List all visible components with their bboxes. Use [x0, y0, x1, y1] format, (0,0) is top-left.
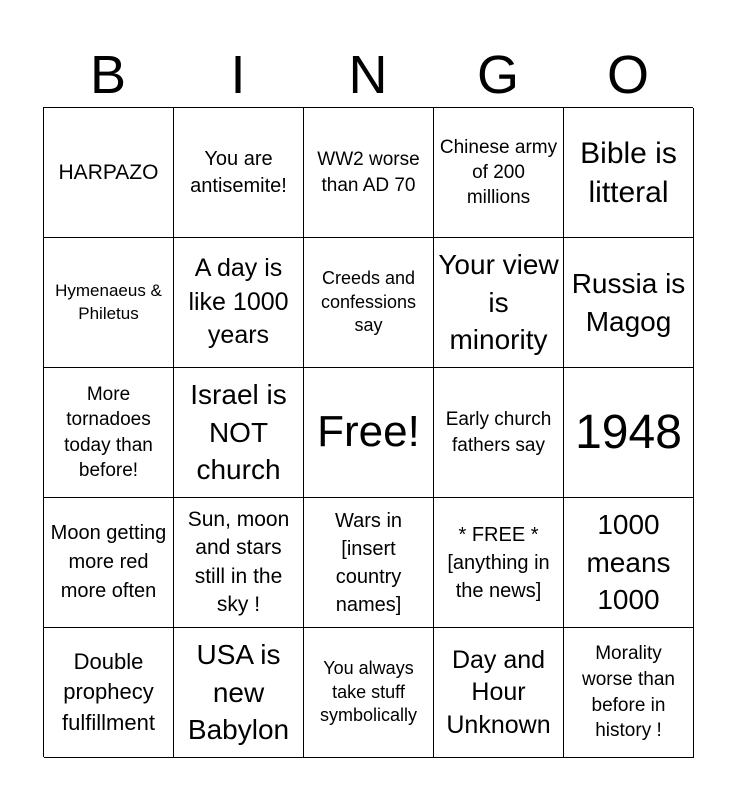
free-space-cell[interactable]: Free!: [304, 368, 434, 498]
bingo-cell[interactable]: Hymenaeus & Philetus: [44, 238, 174, 368]
bingo-cell[interactable]: USA is new Babylon: [174, 628, 304, 758]
bingo-cell[interactable]: Israel is NOT church: [174, 368, 304, 498]
header-letter-b: B: [89, 45, 127, 105]
bingo-cell[interactable]: Bible is litteral: [564, 108, 694, 238]
bingo-cell[interactable]: You are antisemite!: [174, 108, 304, 238]
bingo-cell[interactable]: A day is like 1000 years: [174, 238, 304, 368]
bingo-cell[interactable]: HARPAZO: [44, 108, 174, 238]
bingo-cell[interactable]: Morality worse than before in history !: [564, 628, 694, 758]
header-letter-g: G: [476, 45, 519, 105]
bingo-cell[interactable]: Moon getting more red more often: [44, 498, 174, 628]
bingo-cell[interactable]: Russia is Magog: [564, 238, 694, 368]
bingo-cell[interactable]: Chinese army of 200 millions: [434, 108, 564, 238]
bingo-cell[interactable]: Day and Hour Unknown: [434, 628, 564, 758]
bingo-cell[interactable]: 1948: [564, 368, 694, 498]
bingo-cell[interactable]: Sun, moon and stars still in the sky !: [174, 498, 304, 628]
bingo-board: [43, 107, 693, 757]
bingo-cell[interactable]: * FREE * [anything in the news]: [434, 498, 564, 628]
bingo-cell[interactable]: WW2 worse than AD 70: [304, 108, 434, 238]
bingo-cell[interactable]: Creeds and confessions say: [304, 238, 434, 368]
bingo-cell[interactable]: Early church fathers say: [434, 368, 564, 498]
bingo-cell[interactable]: 1000 means 1000: [564, 498, 694, 628]
bingo-cell[interactable]: More tornadoes today than before!: [44, 368, 174, 498]
header-letter-i: I: [230, 45, 246, 105]
bingo-header: [43, 42, 693, 108]
bingo-cell[interactable]: Double prophecy fulfillment: [44, 628, 174, 758]
bingo-cell[interactable]: Wars in [insert country names]: [304, 498, 434, 628]
header-letter-o: O: [606, 45, 649, 105]
bingo-cell[interactable]: You always take stuff symbolically: [304, 628, 434, 758]
bingo-cell[interactable]: Your view is minority: [434, 238, 564, 368]
header-letter-n: N: [348, 45, 388, 105]
